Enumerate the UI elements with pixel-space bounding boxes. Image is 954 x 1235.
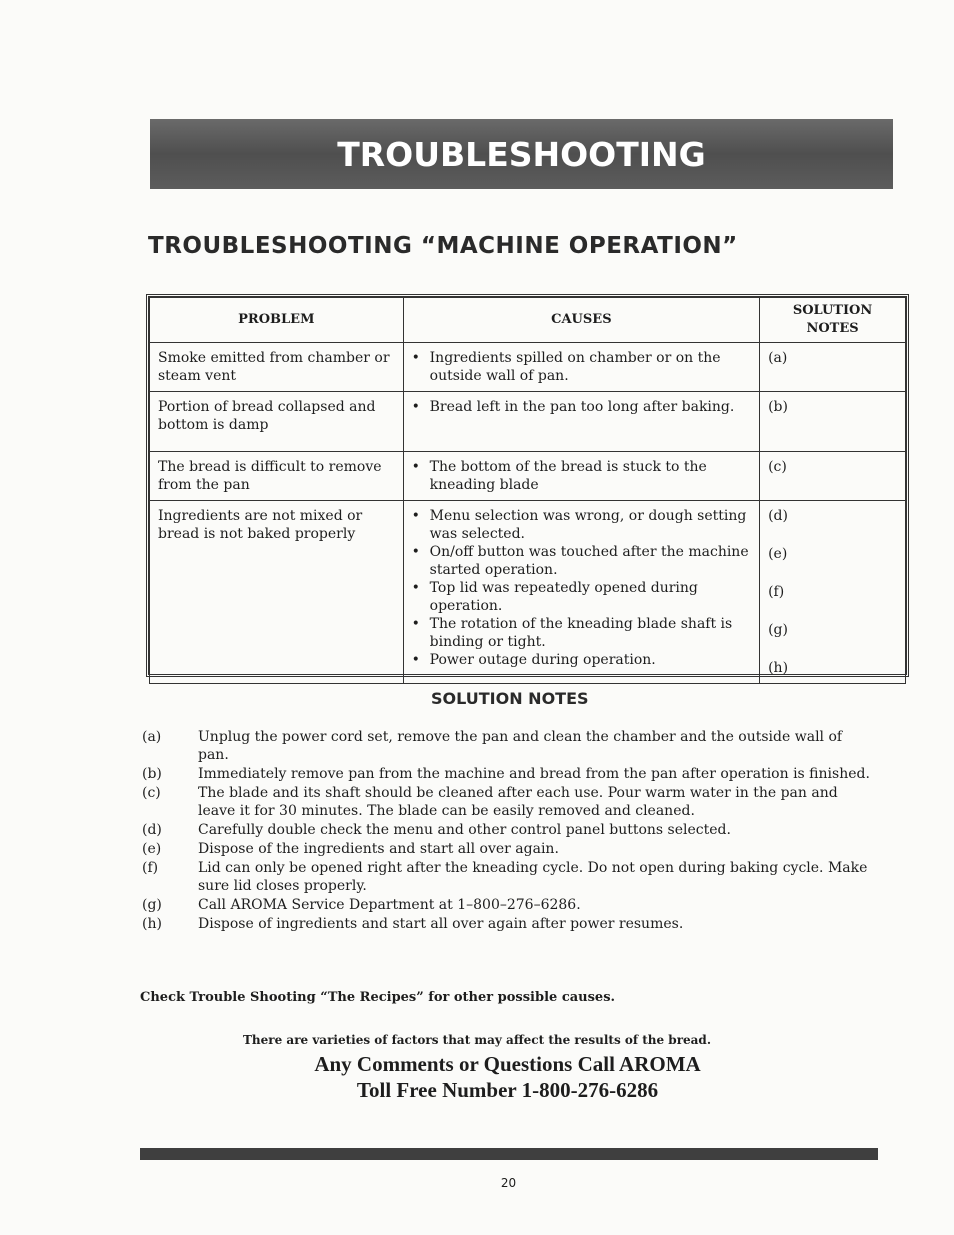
check-note: Check Trouble Shooting “The Recipes” for other possible causes. — [140, 990, 616, 1005]
note-ref: (g) — [768, 622, 788, 638]
note-ref: (h) — [768, 660, 789, 676]
list-item: (d) Carefully double check the menu and other control panel buttons selected. — [142, 822, 731, 838]
list-item: (f) Lid can only be opened right after the kneading cycle. Do not open during baking cycle. Make sure lid closes properly. — [142, 860, 868, 894]
problem-cell: Smoke emitted from chamber or steam vent — [150, 343, 404, 392]
bullet-icon: • — [411, 508, 420, 524]
list-item: (c) The blade and its shaft should be cleaned after each use. Pour warm water in the pan and leave it for 30 minutes. The blade can be easily removed and cleaned. — [142, 785, 838, 819]
cause-item: • Bread left in the pan too long after baking. — [411, 399, 735, 415]
page-number: 20 — [500, 1176, 517, 1190]
problem-cell: The bread is difficult to remove from the pan — [150, 452, 404, 501]
page-title: TROUBLESHOOTING — [337, 134, 706, 174]
problem-cell: Ingredients are not mixed or bread is not baked properly — [150, 501, 404, 684]
cause-item: • The bottom of the bread is stuck to the kneading blade — [411, 459, 707, 493]
note-ref: (d) — [768, 508, 788, 524]
footer-divider — [140, 1148, 878, 1160]
bullet-icon: • — [411, 459, 420, 475]
table-row — [150, 501, 906, 684]
table-row — [150, 392, 906, 452]
solution-notes-list — [142, 728, 872, 934]
list-item: (b) Immediately remove pan from the machine and bread from the pan after operation is finished. — [142, 766, 870, 782]
header-causes: CAUSES — [403, 298, 759, 343]
note-ref: (f) — [768, 584, 785, 600]
table-row — [150, 452, 906, 501]
bullet-icon: • — [411, 652, 420, 668]
causes-cell — [403, 392, 759, 452]
list-item: (g) Call AROMA Service Department at 1–800–276–6286. — [142, 897, 581, 913]
contact-line-2: Toll Free Number 1-800-276-6286 — [356, 1078, 659, 1102]
header-solution-notes: SOLUTION NOTES — [760, 298, 906, 343]
bullet-icon: • — [411, 544, 420, 560]
cause-item: • On/off button was touched after the machine started operation. — [411, 544, 749, 578]
causes-cell — [403, 452, 759, 501]
bullet-icon: • — [411, 616, 420, 632]
bullet-icon: • — [411, 350, 420, 366]
cause-item: • Ingredients spilled on chamber or on the outside wall of pan. — [411, 350, 721, 384]
factors-note: There are varieties of factors that may affect the results of the bread. — [243, 1033, 711, 1047]
cause-item: • Top lid was repeatedly opened during operation. — [411, 580, 698, 614]
table-header-row — [150, 298, 906, 343]
list-item: (h) Dispose of ingredients and start all over again after power resumes. — [142, 916, 684, 932]
causes-cell — [403, 343, 759, 392]
section-title: TROUBLESHOOTING “MACHINE OPERATION” — [148, 233, 738, 259]
notes-cell — [760, 392, 906, 452]
bullet-icon: • — [411, 580, 420, 596]
contact-line-1: Any Comments or Questions Call AROMA — [314, 1052, 701, 1076]
list-item: (e) Dispose of the ingredients and start all over again. — [142, 841, 559, 857]
notes-cell — [760, 501, 906, 684]
bullet-icon: • — [411, 399, 420, 415]
header-banner — [150, 119, 893, 189]
problem-cell: Portion of bread collapsed and bottom is damp — [150, 392, 404, 452]
troubleshooting-table — [146, 294, 909, 677]
note-ref: (e) — [768, 546, 788, 562]
notes-cell — [760, 452, 906, 501]
note-ref: (a) — [768, 350, 788, 366]
list-item: (a) Unplug the power cord set, remove the pan and clean the chamber and the outside wall of pan. — [142, 729, 843, 763]
cause-item: • Power outage during operation. — [411, 652, 656, 668]
table-row — [150, 343, 906, 392]
cause-item: • The rotation of the kneading blade shaft is binding or tight. — [411, 616, 733, 650]
note-ref: (b) — [768, 399, 788, 415]
note-ref: (c) — [768, 459, 787, 475]
header-problem: PROBLEM — [150, 298, 404, 343]
solution-notes-title: SOLUTION NOTES — [431, 689, 589, 708]
troubleshooting-table-grid — [149, 297, 906, 684]
causes-cell — [403, 501, 759, 684]
notes-cell — [760, 343, 906, 392]
cause-item: • Menu selection was wrong, or dough setting was selected. — [411, 508, 747, 542]
